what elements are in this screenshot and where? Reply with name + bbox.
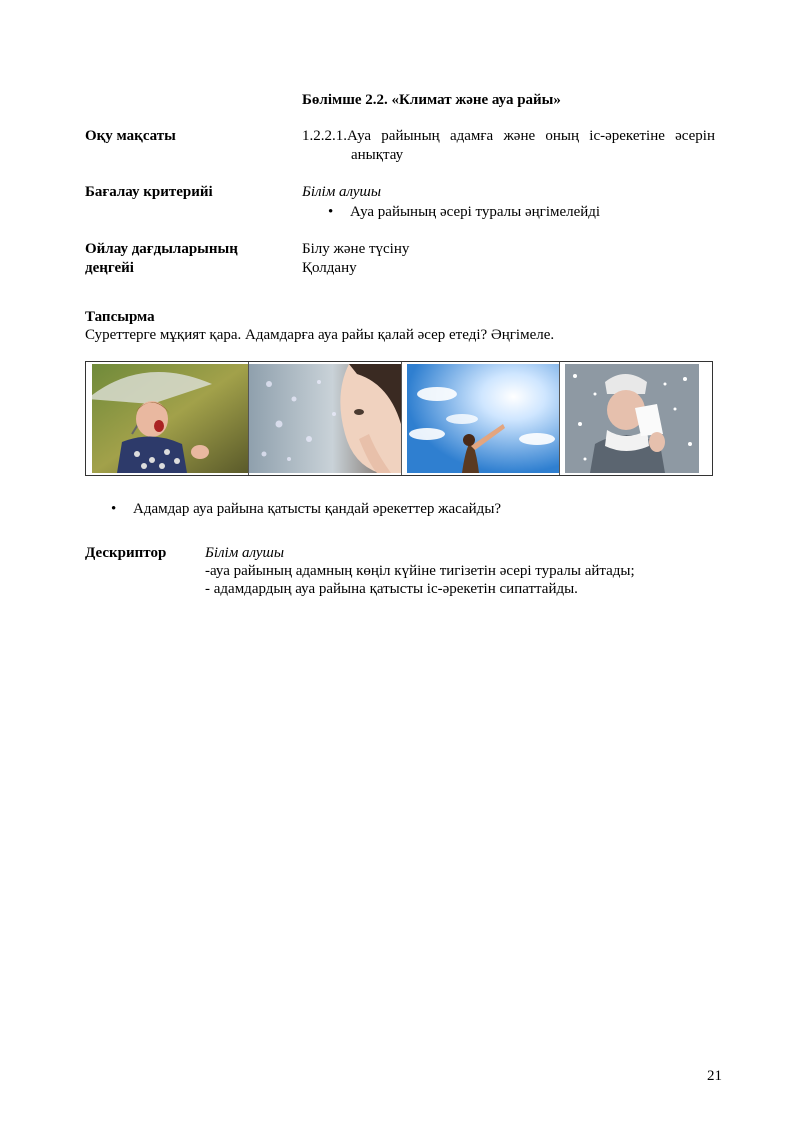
photo-girl-rain-umbrella — [92, 364, 248, 473]
section-title: Бөлімше 2.2. «Климат және ауа райы» — [302, 92, 561, 108]
page-number: 21 — [707, 1068, 722, 1084]
descriptor-line1: -ауа райының адамның көңіл күйіне тигізетін әсері туралы айтады; — [205, 563, 635, 579]
photo-woman-rainy-window — [249, 364, 401, 473]
task-instruction: Суреттерге мұқият қара. Адамдарға ауа райы қалай әсер етеді? Әңгімеле. — [85, 327, 555, 343]
objective-text-line1: 1.2.2.1.Ауа райының адамға және оның іс-әрекетіне әсерін — [302, 128, 715, 144]
photo-woman-cold-snow — [565, 364, 699, 473]
criteria-bullet: • Ауа райының әсері туралы әңгімелейді — [350, 203, 600, 222]
task-heading: Тапсырма — [85, 309, 155, 325]
photo-strip — [85, 361, 713, 476]
thinking-level1: Білу және түсіну — [302, 241, 410, 257]
thinking-label-line2: деңгейі — [85, 260, 134, 276]
criteria-label: Бағалау критерийі — [85, 184, 213, 200]
thinking-level2: Қолдану — [302, 260, 357, 276]
descriptor-learner: Білім алушы — [205, 545, 285, 561]
photo-divider — [559, 362, 560, 475]
task-question: • Адамдар ауа райына қатысты қандай әрекеттер жасайды? — [133, 500, 501, 519]
objective-label: Оқу мақсаты — [85, 128, 176, 144]
photo-woman-sunny-sky — [407, 364, 559, 473]
photo-divider — [401, 362, 402, 475]
thinking-label-line1: Ойлау дағдыларының — [85, 241, 238, 257]
criteria-learner: Білім алушы — [302, 184, 382, 200]
descriptor-line2: - адамдардың ауа райына қатысты іс-әрекетін сипаттайды. — [205, 581, 578, 597]
objective-text-line2: анықтау — [351, 147, 404, 163]
descriptor-label: Дескриптор — [85, 545, 167, 561]
